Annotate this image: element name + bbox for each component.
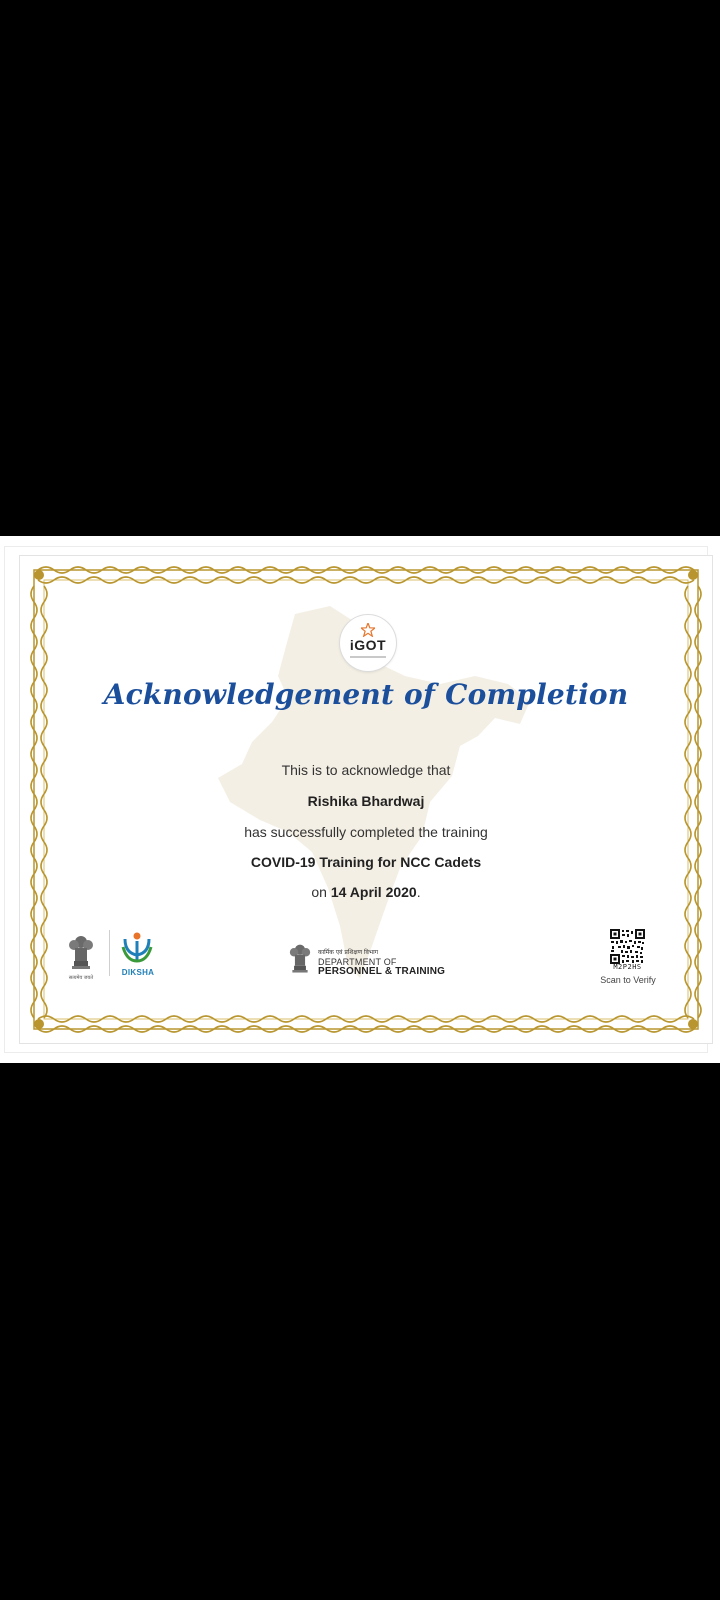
date-suffix: . — [416, 884, 421, 900]
certificate-title: Acknowledgement of Completion — [103, 678, 629, 711]
footer-divider — [109, 930, 110, 976]
qr-code-icon[interactable] — [610, 929, 645, 964]
emblem-motto: सत्यमेव जयते — [68, 975, 94, 981]
intro-text: This is to acknowledge that — [281, 762, 451, 778]
dopt-name-line2: PERSONNEL & TRAINING — [318, 966, 446, 977]
igot-tagline — [350, 656, 386, 658]
completed-text: has successfully completed the training — [244, 824, 488, 840]
completion-date-line — [20, 884, 712, 900]
course-name: COVID-19 Training for NCC Cadets — [250, 854, 482, 870]
dopt-emblem-icon — [289, 940, 311, 978]
certificate — [20, 556, 712, 1043]
dopt-hindi-name: कार्मिक एवं प्रशिक्षण विभाग — [318, 949, 379, 956]
scan-to-verify-label: Scan to Verify — [600, 975, 656, 985]
igot-logo-text: iGOT — [349, 637, 387, 653]
igot-logo — [340, 615, 396, 671]
diksha-label: DIKSHA — [121, 968, 155, 977]
diksha-logo-icon — [121, 931, 153, 965]
star-icon — [361, 623, 375, 637]
date-prefix: on — [311, 884, 327, 900]
recipient-name: Rishika Bhardwaj — [307, 793, 425, 809]
verification-code: M2P2HS — [613, 963, 642, 971]
completion-date: 14 April 2020 — [330, 884, 417, 900]
certificate-image[interactable] — [0, 536, 720, 1063]
dopt-name-line1: DEPARTMENT OF — [318, 957, 397, 967]
national-emblem-icon — [68, 931, 94, 975]
